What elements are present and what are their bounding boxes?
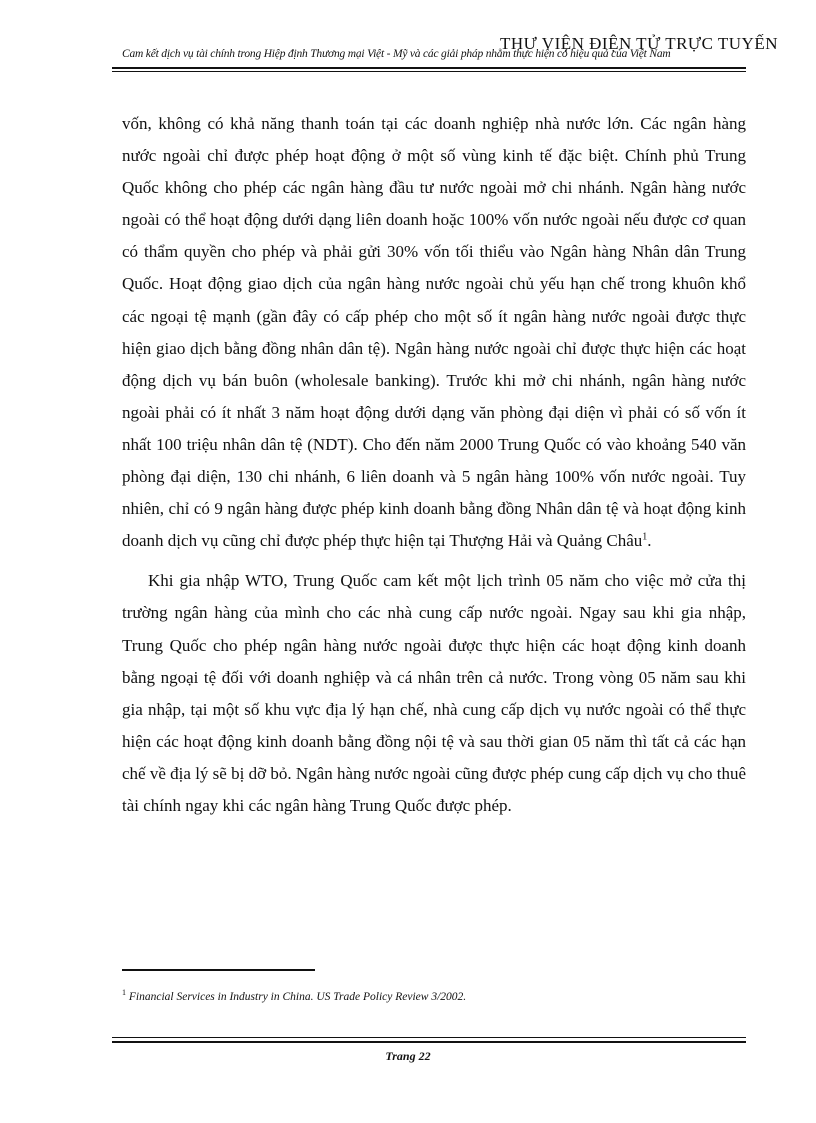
footer-rule-thick (112, 1041, 746, 1043)
header-rule-thick (112, 67, 746, 69)
paragraph: Khi gia nhập WTO, Trung Quốc cam kết một lịch trình 05 năm cho việc mở cửa thị trường ngân hàng của mình cho các nhà cung cấp nước ngoài. Ngay sau khi gia nhập, Trung Quốc cho phép ngân hàng nước ngoài được thực hiện các hoạt động kinh doanh bằng ngoại tệ đối với doanh nghiệp và cá nhân trên cả nước. Trong vòng 05 năm sau khi gia nhập, tại một số khu vực địa lý hạn chế, nhà cung cấp dịch vụ nước ngoài có thể thực hiện các hoạt động kinh doanh bằng đồng nội tệ và sau thời gian 05 năm thì tất cả các hạn chế về địa lý sẽ bị dỡ bỏ. Ngân hàng nước ngoài cũng được phép cung cấp dịch vụ cho thuê tài chính ngay khi các ngân hàng Trung Quốc được phép. (122, 571, 746, 815)
running-header: Cam kết dịch vụ tài chính trong Hiệp định Thương mại Việt - Mỹ và các giải pháp nhằm thực hiện có hiệu quả của Việt Nam (122, 48, 671, 60)
footer-rule-thin (112, 1037, 746, 1038)
footnote-separator (122, 969, 315, 971)
body-text (122, 108, 746, 822)
watermark: THƯ VIỆN ĐIỆN TỬ TRỰC TUYẾN (500, 34, 778, 53)
header-rule-thin (112, 71, 746, 72)
footnote (122, 988, 746, 1003)
footnote-reference[interactable]: 1 (642, 531, 648, 543)
paragraph-text: vốn, không có khả năng thanh toán tại các doanh nghiệp nhà nước lớn. Các ngân hàng nước ngoài chỉ được phép hoạt động ở một số vùng kinh tế đặc biệt. Chính phủ Trung Quốc không cho phép các ngân hàng đầu tư nước ngoài mở chi nhánh. Ngân hàng nước ngoài có thể hoạt động dưới dạng liên doanh hoặc 100% vốn nước ngoài nếu được cơ quan có thẩm quyền cho phép và phải gửi 30% vốn tối thiểu vào Ngân hàng Nhân dân Trung Quốc. Hoạt động giao dịch của ngân hàng nước ngoài chủ yếu hạn chế trong khuôn khổ các ngoại tệ mạnh (gần đây có cấp phép cho một số ít ngân hàng nước ngoài được thực hiện giao dịch bằng đồng nhân dân tệ). Ngân hàng nước ngoài chỉ được thực hiện các hoạt động dịch vụ bán buôn (wholesale banking). Trước khi mở chi nhánh, ngân hàng nước ngoài phải có ít nhất 3 năm hoạt động dưới dạng văn phòng đại diện vì phải có số vốn ít nhất 100 triệu nhân dân tệ (NDT). Cho đến năm 2000 Trung Quốc có vào khoảng 540 văn phòng đại diện, 130 chi nhánh, 6 liên doanh và 5 ngân hàng 100% vốn nước ngoài. Tuy nhiên, chỉ có 9 ngân hàng được phép kinh doanh bằng đồng Nhân dân tệ và hoạt động kinh doanh dịch vụ cũng chỉ được phép thực hiện tại Thượng Hải và Quảng Châu (122, 114, 746, 551)
footnote-text: Financial Services in Industry in China. US Trade Policy Review 3/2002. (128, 991, 467, 1003)
page-number: Trang 22 (385, 1049, 431, 1063)
footnote-marker: 1 (122, 988, 126, 998)
paragraph (122, 108, 746, 557)
paragraph-end: . (647, 531, 652, 551)
